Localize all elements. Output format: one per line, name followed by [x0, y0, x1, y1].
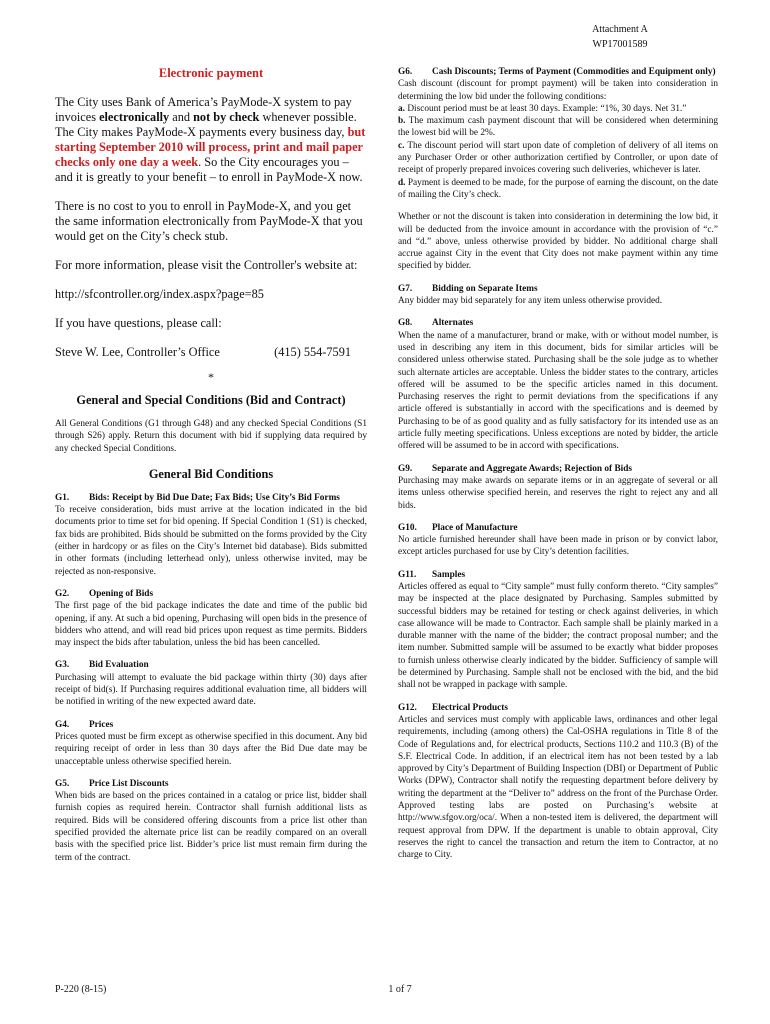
condition-title-text: Bidding on Separate Items	[432, 283, 538, 294]
condition-item	[398, 283, 718, 308]
condition-number: G2.	[55, 588, 70, 599]
condition-item	[398, 702, 718, 862]
condition-title	[55, 659, 367, 671]
g6-clause-d: d. Payment is deemed to be made, for the purpose of earning the discount, on the date of mailing the City’s check.	[398, 177, 718, 200]
condition-item	[55, 719, 367, 768]
electronic-payment-paragraph-3: For more information, please visit the Controller's website at:	[55, 258, 358, 272]
electronic-payment-paragraph-2: There is no cost to you to enroll in PayMode-X, and you get the same information electronically from PayMode-X that you would get on the City’s check stub.	[55, 199, 363, 243]
condition-title-text: Electrical Products	[432, 702, 508, 713]
condition-number: G9.	[398, 463, 413, 474]
condition-body: Prices quoted must be firm except as otherwise specified in this document. Any bid requiring receipt of order in less than 30 days after the Bid Due date may be unacceptable unless otherwise specified herein.	[55, 731, 367, 767]
paragraph-segment: . So the City encourages you – and it is greatly to your benefit – to enroll in PayMode-X now.	[55, 155, 363, 184]
condition-number: G8.	[398, 318, 413, 329]
contact-name: Steve W. Lee, Controller’s Office	[55, 345, 220, 359]
condition-body: When the name of a manufacturer, brand or make, with or without model number, is used in describing any item in this document, bids for similar articles will be considered unless otherwise stated. Purchasing shall be the sole judge as to whether such alternate articles are acceptable. Unless the bidder states to the contrary, articles offered will be assumed to be the specific articles named in this document. Purchasing reserves the right to permit deviations from the specifications if any article offered is substantially in accord with the specifications and is deemed by Purchasing to be of as good quality and as fully satisfactory for its intended use as an article fully meeting specifications. Unless exceptions are noted by bidder, the article offered will be assumed to be in accord with specifications.	[398, 330, 718, 452]
condition-title	[398, 283, 718, 295]
condition-number: G5.	[55, 778, 70, 789]
g6-clause-c: c. The discount period will start upon date of completion of delivery of all items on any Purchaser Order or other authorization certified by Controller, or upon date of receipt of properly prepared invoices covering such deliveries, whichever is later.	[398, 140, 719, 176]
condition-body: Purchasing will attempt to evaluate the bid package within thirty (30) days after receipt of bid(s). If Purchasing requires additional evaluation time, all bidders will be notified in writing of the new expected award date.	[55, 672, 367, 708]
condition-title-text: Opening of Bids	[89, 588, 154, 599]
paragraph-segment: The City uses Bank of America’s PayMode-X system to pay invoices	[55, 95, 352, 124]
attachment-label: Attachment A	[592, 24, 648, 35]
paragraph-segment: not by check	[193, 110, 260, 124]
condition-number: G10.	[398, 522, 417, 533]
right-column	[398, 66, 718, 872]
condition-body: To receive consideration, bids must arrive at the location indicated in the bid documents prior to time set for bid opening. If Special Condition 1 (S1) is checked, fax bids are prohibited. Bids should be submitted on the forms provided by the City (either in hardcopy or as files on the City’s Internet bid database). Bids submitted in other formats (including letterhead only), unless otherwise invited, may be rejected as non-responsive.	[55, 505, 367, 577]
g6-tail: Whether or not the discount is taken into consideration in determining the low bid, it will be deducted from the invoice amount in accordance with the provision of “c.” and “d.” above, unless otherwise provided by bidder. No additional charge shall accrue against City in the event that City does not make payment within any time specified by bidder.	[398, 212, 718, 272]
condition-title	[55, 778, 367, 790]
condition-item	[55, 492, 367, 578]
condition-item	[398, 522, 718, 559]
condition-title	[398, 522, 718, 534]
left-conditions-list	[55, 492, 367, 864]
electronic-payment-title: Electronic payment	[158, 66, 264, 80]
form-number: P-220 (8-15)	[55, 984, 107, 995]
condition-number: G1.	[55, 492, 70, 503]
document-number: WP17001589	[592, 39, 648, 50]
left-column	[55, 66, 367, 874]
condition-title	[398, 569, 718, 581]
condition-body: Cash discount (discount for prompt payment) will be taken into consideration in determining the low bid under the following conditions:	[398, 79, 718, 102]
right-conditions-list	[398, 283, 718, 862]
condition-item	[398, 569, 718, 692]
g6-clause-a: a. Discount period must be at least 30 days. Example: “1%, 30 days. Net 31.”	[398, 103, 687, 114]
condition-title	[55, 588, 367, 600]
page-number: 1 of 7	[388, 984, 412, 995]
paragraph-segment: and	[169, 110, 194, 124]
electronic-payment-paragraph-1	[55, 95, 367, 185]
condition-title-text: Bids: Receipt by Bid Due Date; Fax Bids; Use City’s Bid Forms	[89, 492, 340, 503]
condition-title-text: Alternates	[432, 318, 474, 329]
condition-item	[55, 659, 367, 708]
condition-title-text: Samples	[432, 569, 466, 580]
condition-title	[398, 463, 718, 475]
condition-number: G4.	[55, 719, 70, 730]
g6-clause-b: b. The maximum cash payment discount that will be considered when determining the lowest bid will be 2%.	[398, 116, 719, 139]
highlight-text: but starting September 2010 will process, print and mail paper checks only one day a week	[55, 125, 366, 169]
condition-title	[398, 66, 718, 78]
condition-body: The first page of the bid package indicates the date and time of the public bid opening, if any. At such a bid opening, Purchasing will open bids in the presence of bidders who attend, and will read bid prices upon request as time permits. Bidders may inspect the bids after tabulation, unless the bid has been cancelled.	[55, 601, 367, 649]
condition-number: G6.	[398, 67, 413, 77]
condition-item-g6	[398, 66, 718, 273]
condition-title	[398, 317, 718, 329]
conditions-intro: All General Conditions (G1 through G48) and any checked Special Conditions (S1 through S26) apply. Return this document with bid if supplying data required by any checked Special Conditions.	[55, 419, 367, 454]
paragraph-segment: whenever possible. The City makes PayMode-X payments every business day,	[55, 110, 357, 139]
condition-body: Purchasing may make awards on separate items or in an aggregate of several or all items unless otherwise specified herein, and reserves the right to reject any and all bids.	[398, 475, 718, 511]
condition-number: G12.	[398, 702, 417, 713]
separator-star: *	[208, 370, 214, 384]
contact-line	[55, 345, 351, 360]
condition-item	[55, 778, 367, 864]
condition-title-text: Bid Evaluation	[89, 660, 149, 671]
condition-item	[398, 463, 718, 512]
condition-number: G3.	[55, 660, 70, 671]
conditions-heading: General and Special Conditions (Bid and Contract)	[76, 393, 346, 407]
condition-title	[55, 492, 367, 504]
condition-body: No article furnished hereunder shall have been made in prison or by convict labor, except articles purchased for use by City’s detention facilities.	[398, 535, 718, 558]
condition-title-text: Cash Discounts; Terms of Payment (Commodities and Equipment only)	[432, 67, 716, 77]
condition-item	[55, 588, 367, 649]
paragraph-segment: electronically	[99, 110, 170, 124]
general-bid-conditions-heading: General Bid Conditions	[148, 466, 274, 481]
contact-phone: (415) 554-7591	[274, 345, 351, 359]
controller-website-link[interactable]: http://sfcontroller.org/index.aspx?page=85	[55, 287, 264, 301]
electronic-payment-paragraph-4: If you have questions, please call:	[55, 316, 222, 330]
attachment-header	[530, 22, 710, 52]
condition-body: Any bidder may bid separately for any item unless otherwise provided.	[398, 296, 663, 307]
condition-title	[398, 702, 718, 714]
condition-title-text: Separate and Aggregate Awards; Rejection of Bids	[432, 463, 633, 474]
condition-body: When bids are based on the prices contained in a catalog or price list, bidder shall furnish copies as required herein. Contractor shall furnish additional lists as required. Bids will be considered offering discounts from a price list other than specified provided the alternate price list can be readily compared on an overall basis with the specified price list. Bidder’s price list must remain firm during the term of the contract.	[55, 791, 367, 863]
condition-title-text: Prices	[89, 719, 114, 730]
condition-body: Articles offered as equal to “City sample” must fully conform thereto. “City samples” may be inspected at the place designated by Purchasing. Samples submitted by successful bidders may be retained for testing or check against deliveries, in which case allowance will be made to Contractor. Each sample shall be plainly marked in a durable manner with the name of the bidder; the contract proposal number; and the item number. Submitted sample will be assumed to be exactly what bidder proposes to furnish unless otherwise clearly indicated by the bidder. Sufficiency of sample will be determined by Purchasing. Sample shall not be enclosed with the bid, and the bid shall not be wrapped in package with sample.	[398, 581, 718, 691]
condition-title	[55, 719, 367, 731]
condition-title-text: Price List Discounts	[89, 778, 169, 789]
condition-body: Articles and services must comply with applicable laws, ordinances and other legal requirements, including (among others) the Cal-OSHA regulations in Title 8 of the Code of Regulations and, for electrical products, Sections 110.2 and 110.3 (B) of the S.F. Electrical Code. In addition, if an electrical item has not been tested by a lab approved by City’s Department of Building Inspection (DBI) or Department of Public Works (DPW), Contractor shall notify the requesting department before delivery by writing the department at the “Deliver to” address on the front of the Purchase Order. Approved testing labs are posted on Purchasing’s website at http://www.sfgov.org/oca/. When a non-tested item is delivered, the department will request approval from DPW. If the department is unable to obtain approval, City reserves the right to cancel the transaction and return the item to Contractor, at no charge to City.	[398, 714, 718, 861]
condition-title-text: Place of Manufacture	[432, 522, 518, 533]
condition-number: G7.	[398, 283, 413, 294]
condition-item	[398, 317, 718, 452]
condition-number: G11.	[398, 569, 417, 580]
